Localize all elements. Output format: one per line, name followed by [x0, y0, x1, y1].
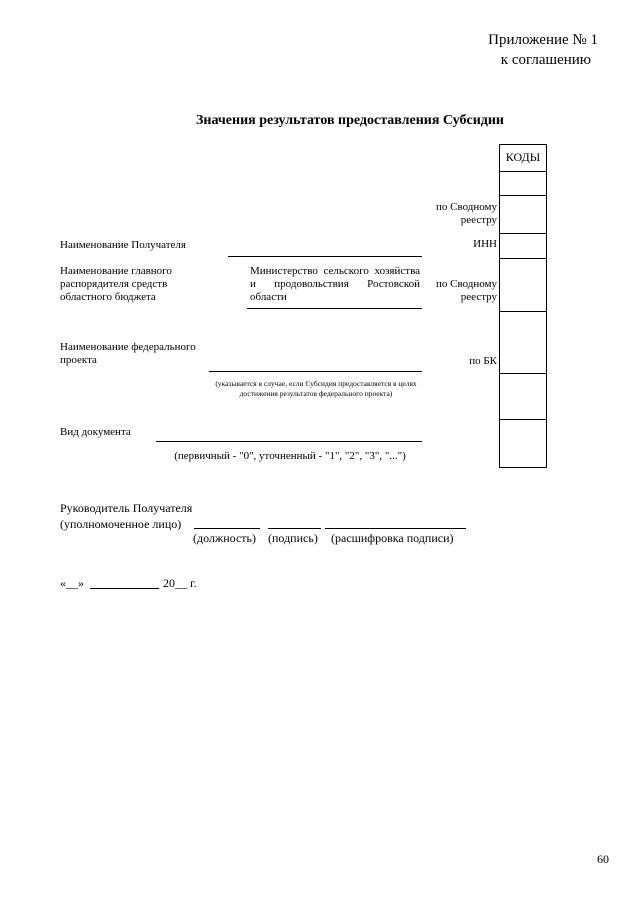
bk-label: по БК: [469, 355, 497, 367]
project-label: Наименование федерального проекта: [60, 341, 196, 366]
decode-line: [325, 528, 466, 529]
agreement-label: к соглашению: [500, 52, 591, 68]
svod-registry-label-1: по Сводному реестру: [435, 201, 497, 226]
code-cell-inn: [500, 233, 546, 258]
distributor-line: [247, 308, 422, 309]
page-number: 60: [597, 852, 609, 866]
position-caption: (должность): [193, 531, 256, 545]
sign-caption: (подпись): [268, 531, 318, 545]
date-day: «__»: [60, 576, 84, 590]
code-cell-7: [500, 373, 546, 419]
codes-header: КОДЫ: [505, 150, 541, 164]
code-cell-1: [500, 171, 546, 195]
decode-caption: (расшифровка подписи): [331, 531, 454, 545]
code-cell-svod1: [500, 195, 546, 233]
page-title: Значения результатов предоставления Субсидии: [196, 113, 504, 128]
project-line: [209, 371, 422, 372]
distributor-value: Министерство сельского хозяйства и продовольствия Ростовской области: [250, 265, 420, 303]
position-line: [194, 528, 260, 529]
signature-title: Руководитель Получателя: [60, 501, 193, 515]
recipient-line: [228, 256, 422, 257]
code-cell-8: [500, 419, 546, 467]
doc-type-label: Вид документа: [60, 426, 131, 438]
doc-type-line: [156, 441, 422, 442]
appendix-number: Приложение № 1: [488, 32, 598, 48]
inn-label: ИНН: [473, 238, 497, 250]
codes-table: [499, 144, 547, 468]
date-month-line: [90, 588, 159, 589]
code-cell-bk: [500, 311, 546, 373]
distributor-label: Наименование главного распорядителя средств областного бюджета: [60, 265, 172, 303]
date-year: 20__ г.: [163, 576, 197, 590]
signature-authorized: (уполномоченное лицо): [60, 517, 182, 531]
doc-type-note: (первичный - "0", уточненный - "1", "2", "3", "..."): [174, 450, 406, 462]
sign-line: [268, 528, 321, 529]
project-note: (указывается в случае, если Субсидия предоставляется в целях достижения результатов федерального проекта): [215, 379, 417, 398]
svod-registry-label-2: по Сводному реестру: [435, 278, 497, 303]
code-cell-svod2: [500, 258, 546, 311]
recipient-label: Наименование Получателя: [60, 239, 186, 251]
